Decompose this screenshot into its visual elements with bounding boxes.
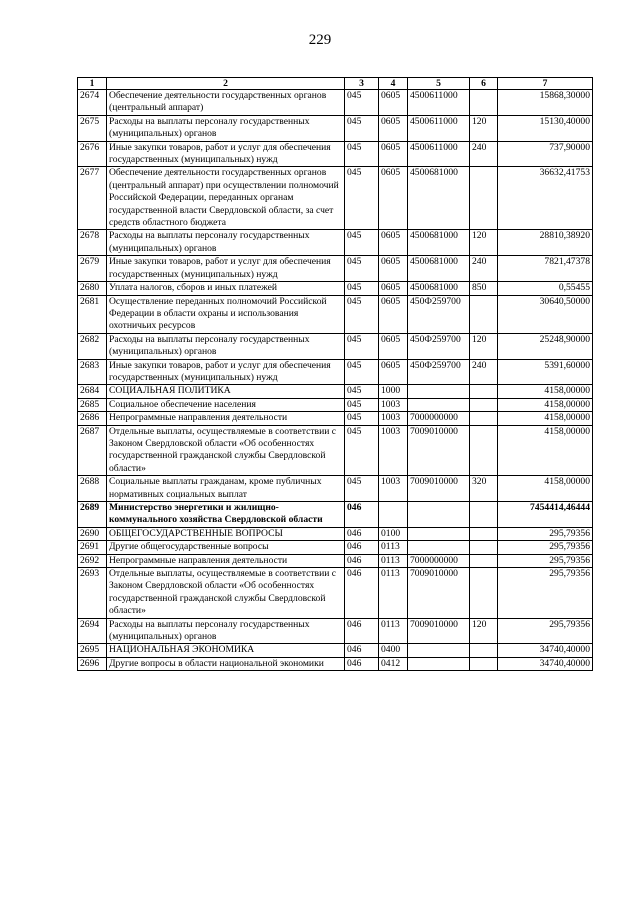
- page-number: 229: [308, 32, 332, 48]
- row-expense-type: 240: [470, 359, 498, 385]
- row-name: Другие вопросы в области национальной экономики: [107, 657, 345, 670]
- row-target-article: [408, 527, 470, 540]
- row-name: Отдельные выплаты, осуществляемые в соответствии с Законом Свердловской области «Об особенностях государственной гражданской службы Свердловской области»: [107, 425, 345, 476]
- row-section-code: 1003: [379, 425, 408, 476]
- row-amount: 295,79356: [498, 618, 593, 644]
- row-ministry-code: 046: [345, 568, 379, 619]
- row-number: 2694: [78, 618, 107, 644]
- table-row: [78, 359, 593, 385]
- row-section-code: 0113: [379, 568, 408, 619]
- row-amount: 7821,47378: [498, 256, 593, 282]
- row-target-article: [408, 541, 470, 554]
- row-number: 2692: [78, 554, 107, 567]
- table-row: [78, 554, 593, 567]
- row-target-article: 7000000000: [408, 412, 470, 425]
- row-section-code: 1003: [379, 476, 408, 502]
- row-expense-type: 120: [470, 333, 498, 359]
- row-name: Министерство энергетики и жилищно-коммунального хозяйства Свердловской области: [107, 502, 345, 528]
- table-row: [78, 476, 593, 502]
- row-section-code: 1000: [379, 385, 408, 398]
- row-number: 2681: [78, 295, 107, 333]
- row-name: Осуществление переданных полномочий Российской Федерации в области охраны и использования охотничьих ресурсов: [107, 295, 345, 333]
- row-ministry-code: 046: [345, 554, 379, 567]
- table-row: [78, 90, 593, 116]
- row-ministry-code: 045: [345, 476, 379, 502]
- row-name: Обеспечение деятельности государственных органов (центральный аппарат): [107, 90, 345, 116]
- budget-table: [77, 77, 593, 671]
- row-expense-type: 240: [470, 256, 498, 282]
- row-amount: 4158,00000: [498, 476, 593, 502]
- row-amount: 5391,60000: [498, 359, 593, 385]
- row-ministry-code: 045: [345, 115, 379, 141]
- row-target-article: 7000000000: [408, 554, 470, 567]
- row-expense-type: [470, 412, 498, 425]
- row-target-article: 4500681000: [408, 256, 470, 282]
- row-ministry-code: 045: [345, 90, 379, 116]
- column-header: 4: [379, 78, 408, 90]
- row-section-code: 0605: [379, 230, 408, 256]
- row-target-article: 4500611000: [408, 141, 470, 167]
- row-number: 2677: [78, 167, 107, 230]
- row-ministry-code: 046: [345, 502, 379, 528]
- row-section-code: 0113: [379, 554, 408, 567]
- row-expense-type: 120: [470, 230, 498, 256]
- row-ministry-code: 046: [345, 618, 379, 644]
- table-row: [78, 230, 593, 256]
- row-target-article: 4500681000: [408, 230, 470, 256]
- row-expense-type: 850: [470, 282, 498, 295]
- row-ministry-code: 045: [345, 141, 379, 167]
- table-row: [78, 398, 593, 411]
- row-ministry-code: 045: [345, 398, 379, 411]
- row-target-article: [408, 644, 470, 657]
- table-row: [78, 657, 593, 670]
- row-name: Обеспечение деятельности государственных органов (центральный аппарат) при осуществлении полномочий Российской Федерации, переданных органам государственной власти Свердловской области, за счет средств областного бюджета: [107, 167, 345, 230]
- row-number: 2683: [78, 359, 107, 385]
- row-target-article: [408, 657, 470, 670]
- row-amount: 4158,00000: [498, 398, 593, 411]
- row-target-article: 4500611000: [408, 90, 470, 116]
- row-name: Расходы на выплаты персоналу государственных (муниципальных) органов: [107, 618, 345, 644]
- row-section-code: 0605: [379, 256, 408, 282]
- table-row: [78, 527, 593, 540]
- row-ministry-code: 046: [345, 657, 379, 670]
- row-name: Непрограммные направления деятельности: [107, 412, 345, 425]
- row-amount: 4158,00000: [498, 412, 593, 425]
- row-section-code: 1003: [379, 398, 408, 411]
- table-row: [78, 333, 593, 359]
- row-number: 2680: [78, 282, 107, 295]
- row-amount: 295,79356: [498, 568, 593, 619]
- row-expense-type: [470, 502, 498, 528]
- row-number: 2690: [78, 527, 107, 540]
- row-section-code: 0605: [379, 90, 408, 116]
- table-row: [78, 141, 593, 167]
- table-row: [78, 568, 593, 619]
- row-target-article: 4500611000: [408, 115, 470, 141]
- row-number: 2691: [78, 541, 107, 554]
- row-expense-type: [470, 295, 498, 333]
- row-ministry-code: 045: [345, 295, 379, 333]
- row-name: ОБЩЕГОСУДАРСТВЕННЫЕ ВОПРОСЫ: [107, 527, 345, 540]
- row-expense-type: [470, 541, 498, 554]
- row-ministry-code: 045: [345, 282, 379, 295]
- row-target-article: 7009010000: [408, 568, 470, 619]
- row-name: Иные закупки товаров, работ и услуг для обеспечения государственных (муниципальных) нужд: [107, 359, 345, 385]
- row-target-article: 450Ф259700: [408, 359, 470, 385]
- table-row: [78, 502, 593, 528]
- row-target-article: [408, 502, 470, 528]
- table-row: [78, 425, 593, 476]
- row-name: Социальные выплаты гражданам, кроме публичных нормативных социальных выплат: [107, 476, 345, 502]
- row-section-code: 0605: [379, 282, 408, 295]
- row-ministry-code: 045: [345, 167, 379, 230]
- row-expense-type: 240: [470, 141, 498, 167]
- row-section-code: 0113: [379, 618, 408, 644]
- row-number: 2695: [78, 644, 107, 657]
- table-row: [78, 618, 593, 644]
- row-number: 2688: [78, 476, 107, 502]
- table-row: [78, 256, 593, 282]
- row-target-article: 4500681000: [408, 282, 470, 295]
- row-amount: 15868,30000: [498, 90, 593, 116]
- row-name: Иные закупки товаров, работ и услуг для обеспечения государственных (муниципальных) нужд: [107, 256, 345, 282]
- row-section-code: 1003: [379, 412, 408, 425]
- row-section-code: 0113: [379, 541, 408, 554]
- row-name: Иные закупки товаров, работ и услуг для обеспечения государственных (муниципальных) нужд: [107, 141, 345, 167]
- table-row: [78, 385, 593, 398]
- row-number: 2682: [78, 333, 107, 359]
- row-name: Другие общегосударственные вопросы: [107, 541, 345, 554]
- row-expense-type: [470, 90, 498, 116]
- row-target-article: 450Ф259700: [408, 333, 470, 359]
- table-header-row: [78, 78, 593, 90]
- row-number: 2675: [78, 115, 107, 141]
- row-amount: 737,90000: [498, 141, 593, 167]
- row-name: Непрограммные направления деятельности: [107, 554, 345, 567]
- row-name: НАЦИОНАЛЬНАЯ ЭКОНОМИКА: [107, 644, 345, 657]
- row-amount: 4158,00000: [498, 425, 593, 476]
- row-number: 2686: [78, 412, 107, 425]
- row-section-code: 0605: [379, 141, 408, 167]
- row-number: 2678: [78, 230, 107, 256]
- row-expense-type: 120: [470, 618, 498, 644]
- row-name: Отдельные выплаты, осуществляемые в соответствии с Законом Свердловской области «Об особенностях государственной гражданской службы Свердловской области»: [107, 568, 345, 619]
- row-section-code: 0100: [379, 527, 408, 540]
- column-header: 3: [345, 78, 379, 90]
- table-body: [78, 90, 593, 671]
- row-amount: 34740,40000: [498, 644, 593, 657]
- row-target-article: [408, 398, 470, 411]
- row-amount: 30640,50000: [498, 295, 593, 333]
- row-target-article: 7009010000: [408, 618, 470, 644]
- row-ministry-code: 045: [345, 385, 379, 398]
- row-ministry-code: 045: [345, 412, 379, 425]
- row-expense-type: [470, 398, 498, 411]
- table-row: [78, 282, 593, 295]
- row-expense-type: [470, 385, 498, 398]
- row-amount: 7454414,46444: [498, 502, 593, 528]
- row-section-code: 0605: [379, 167, 408, 230]
- row-ministry-code: 046: [345, 644, 379, 657]
- row-amount: 295,79356: [498, 527, 593, 540]
- column-header: 7: [498, 78, 593, 90]
- table-row: [78, 412, 593, 425]
- row-amount: 28810,38920: [498, 230, 593, 256]
- row-name: Социальное обеспечение населения: [107, 398, 345, 411]
- row-amount: 15130,40000: [498, 115, 593, 141]
- row-name: Расходы на выплаты персоналу государственных (муниципальных) органов: [107, 115, 345, 141]
- row-name: СОЦИАЛЬНАЯ ПОЛИТИКА: [107, 385, 345, 398]
- row-target-article: 4500681000: [408, 167, 470, 230]
- row-ministry-code: 045: [345, 256, 379, 282]
- row-target-article: 7009010000: [408, 425, 470, 476]
- row-expense-type: [470, 657, 498, 670]
- row-number: 2693: [78, 568, 107, 619]
- table-row: [78, 167, 593, 230]
- row-section-code: 0605: [379, 295, 408, 333]
- table-row: [78, 541, 593, 554]
- table-row: [78, 644, 593, 657]
- row-section-code: 0412: [379, 657, 408, 670]
- table-row: [78, 115, 593, 141]
- row-amount: 295,79356: [498, 554, 593, 567]
- row-name: Расходы на выплаты персоналу государственных (муниципальных) органов: [107, 230, 345, 256]
- row-amount: 34740,40000: [498, 657, 593, 670]
- row-ministry-code: 045: [345, 359, 379, 385]
- row-amount: 36632,41753: [498, 167, 593, 230]
- column-header: 2: [107, 78, 345, 90]
- row-expense-type: [470, 644, 498, 657]
- row-number: 2674: [78, 90, 107, 116]
- row-section-code: 0605: [379, 359, 408, 385]
- row-section-code: 0605: [379, 115, 408, 141]
- row-expense-type: 320: [470, 476, 498, 502]
- row-number: 2679: [78, 256, 107, 282]
- column-header: 6: [470, 78, 498, 90]
- row-expense-type: [470, 425, 498, 476]
- row-target-article: [408, 385, 470, 398]
- row-name: Уплата налогов, сборов и иных платежей: [107, 282, 345, 295]
- column-header: 5: [408, 78, 470, 90]
- row-section-code: 0400: [379, 644, 408, 657]
- row-number: 2696: [78, 657, 107, 670]
- row-expense-type: [470, 527, 498, 540]
- row-expense-type: [470, 554, 498, 567]
- row-section-code: 0605: [379, 333, 408, 359]
- row-amount: 4158,00000: [498, 385, 593, 398]
- row-target-article: 450Ф259700: [408, 295, 470, 333]
- row-amount: 0,55455: [498, 282, 593, 295]
- table-row: [78, 295, 593, 333]
- row-number: 2687: [78, 425, 107, 476]
- row-section-code: [379, 502, 408, 528]
- row-ministry-code: 046: [345, 527, 379, 540]
- row-ministry-code: 046: [345, 541, 379, 554]
- row-ministry-code: 045: [345, 425, 379, 476]
- row-ministry-code: 045: [345, 333, 379, 359]
- row-target-article: 7009010000: [408, 476, 470, 502]
- row-expense-type: [470, 568, 498, 619]
- column-header: 1: [78, 78, 107, 90]
- row-expense-type: 120: [470, 115, 498, 141]
- row-ministry-code: 045: [345, 230, 379, 256]
- row-number: 2684: [78, 385, 107, 398]
- row-number: 2676: [78, 141, 107, 167]
- row-expense-type: [470, 167, 498, 230]
- row-number: 2689: [78, 502, 107, 528]
- row-amount: 295,79356: [498, 541, 593, 554]
- row-number: 2685: [78, 398, 107, 411]
- row-amount: 25248,90000: [498, 333, 593, 359]
- row-name: Расходы на выплаты персоналу государственных (муниципальных) органов: [107, 333, 345, 359]
